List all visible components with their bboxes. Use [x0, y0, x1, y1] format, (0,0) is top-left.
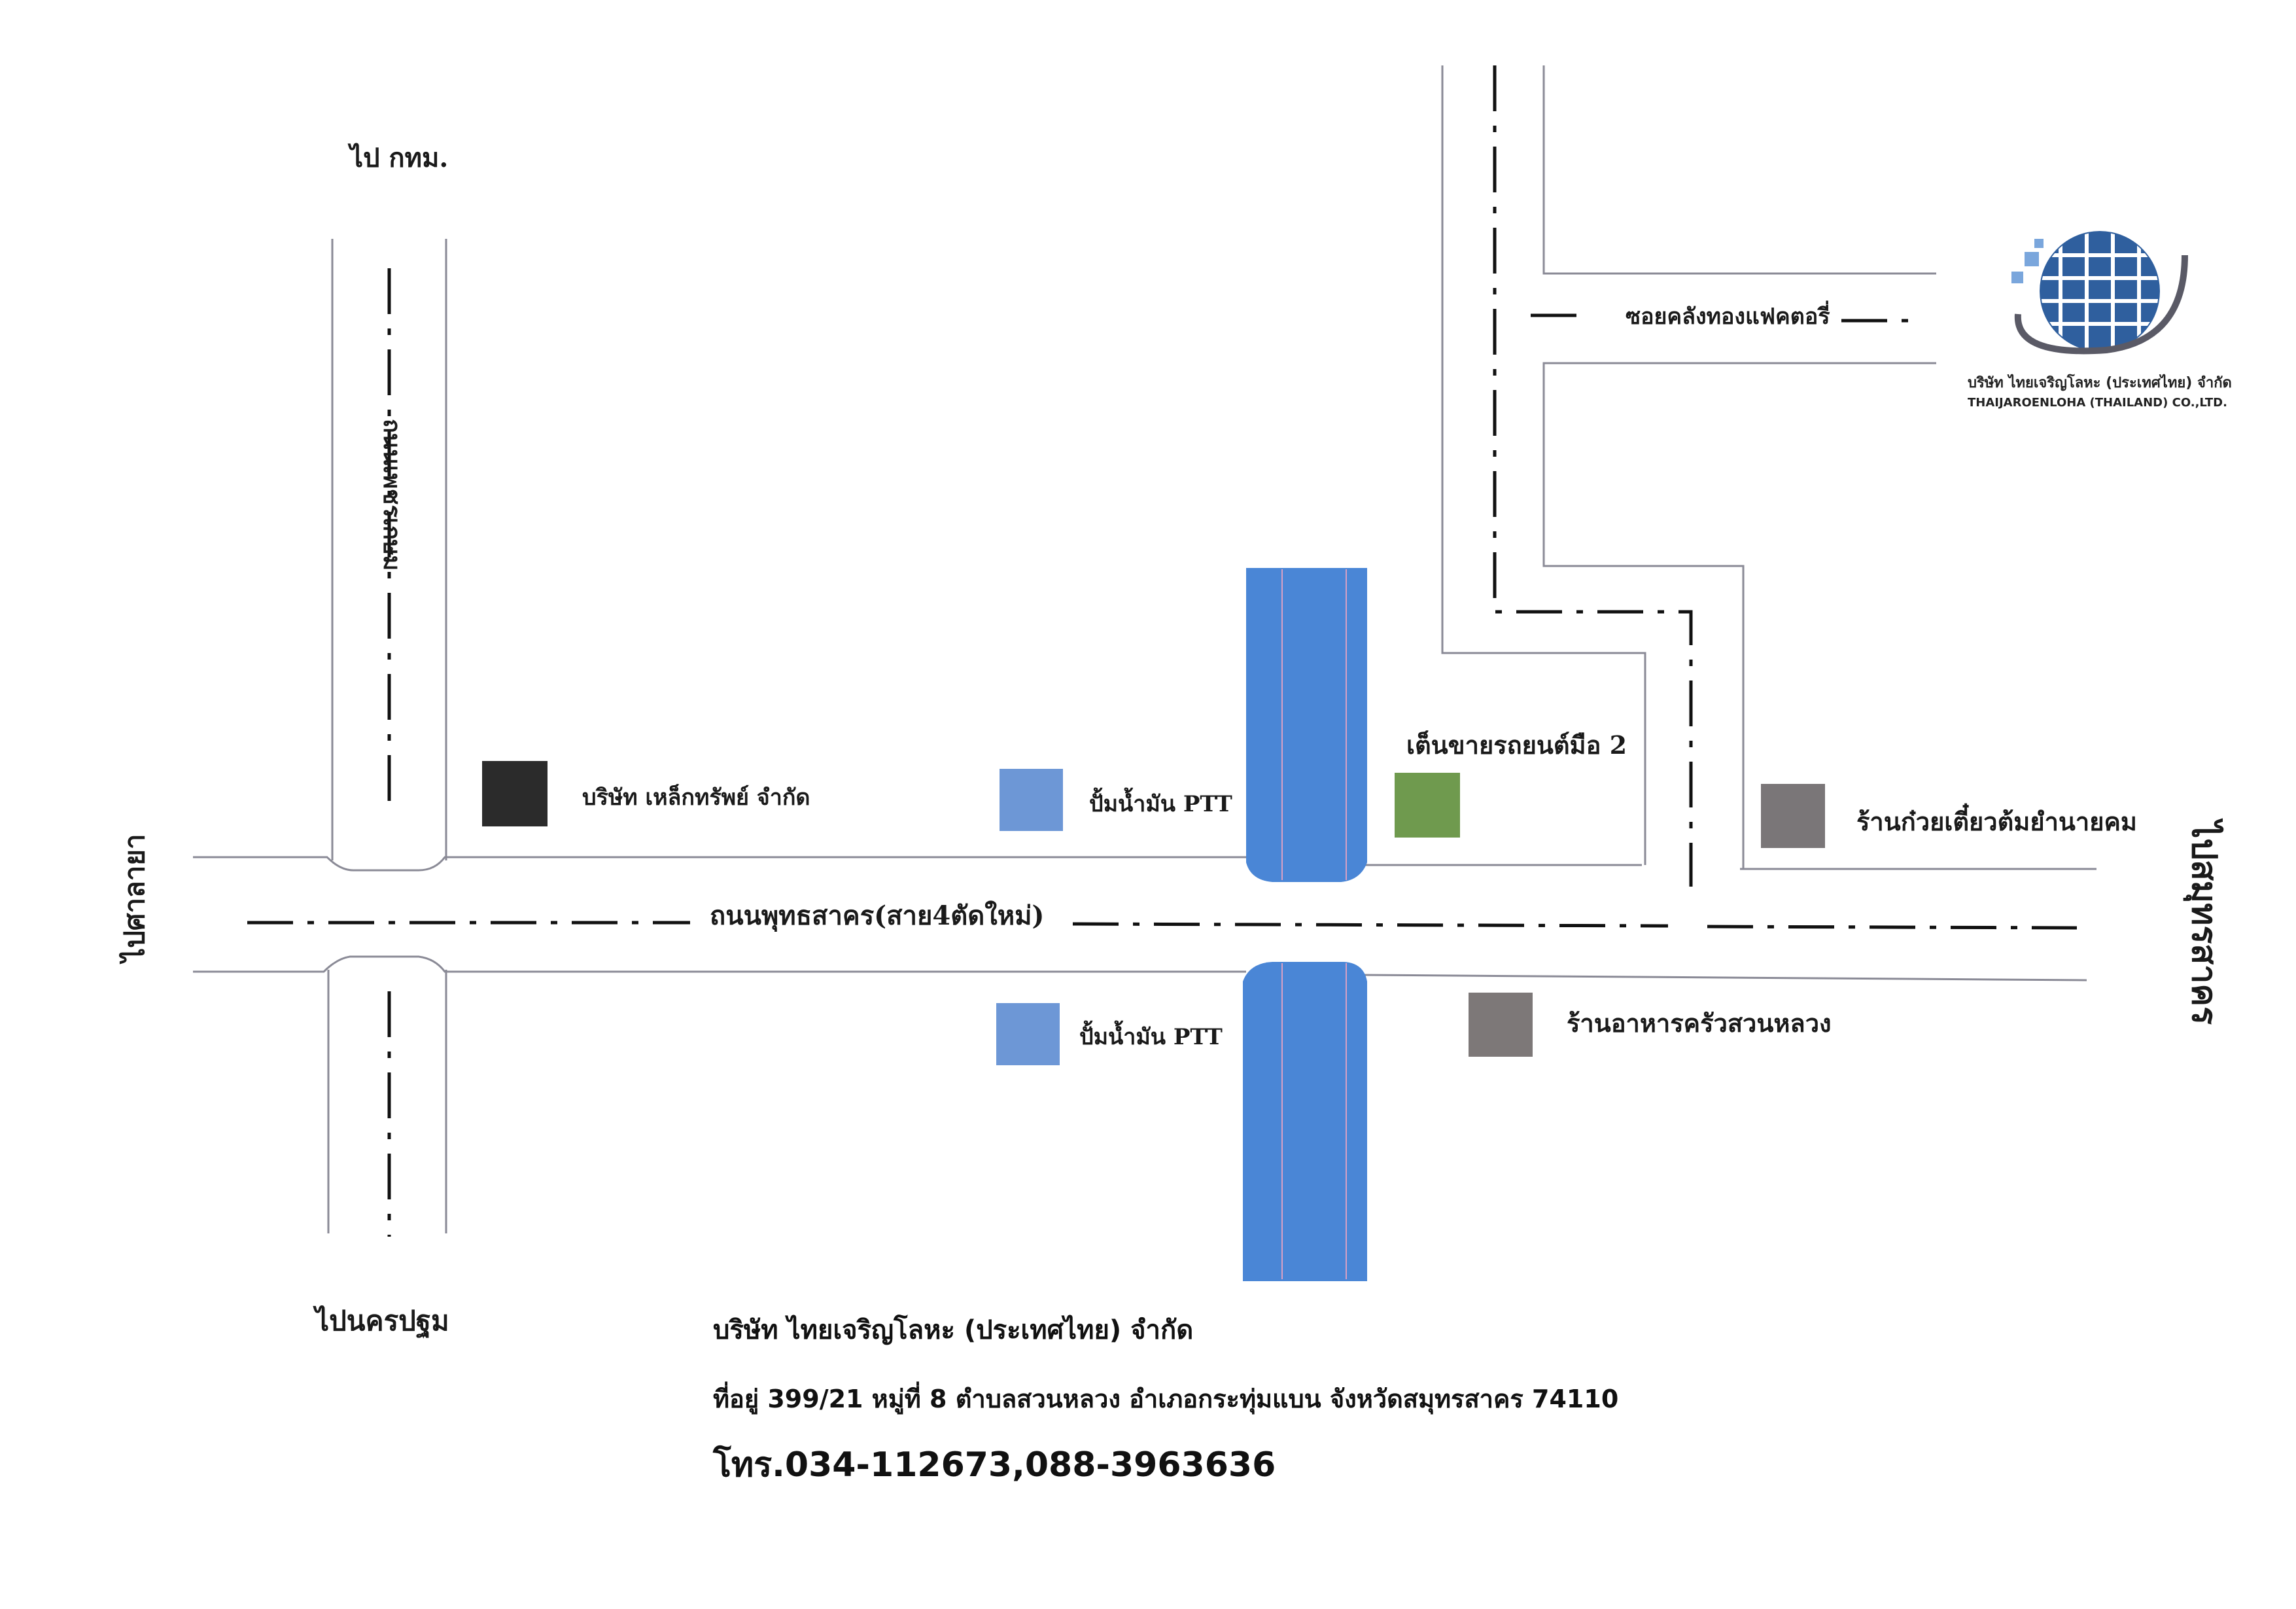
footer-company: บริษัท ไทยเจริญโลหะ (ประเทศไทย) จำกัด: [713, 1315, 1194, 1345]
bridge-north: [1246, 568, 1367, 882]
restaurant-square: [1469, 993, 1533, 1057]
direction-south-label: ไปนครปฐม: [315, 1305, 449, 1337]
main-road-label: ถนนพุทธสาคร(สาย4ตัดใหม่): [710, 900, 1045, 931]
footer-phone: โทร.034-112673,088-3963636: [713, 1445, 1276, 1485]
noodle-shop-label: ร้านก๋วยเตี๋ยวต้มยำนายคม: [1856, 807, 2137, 836]
ptt-north-square: [1000, 769, 1063, 831]
soi-inner-east-top: [1544, 65, 1936, 274]
used-car-lot-square: [1395, 773, 1460, 838]
main-road-centerline-far-east: [1707, 927, 2077, 928]
steel-company-label: บริษัท เหล็กทรัพย์ จำกัด: [582, 785, 810, 811]
vertical-road-label: ถนนเพชรเกษม: [378, 419, 406, 571]
logo-name-th: บริษัท ไทยเจริญโลหะ (ประเทศไทย) จำกัด: [1968, 375, 2232, 391]
soi-centerline-vertical: [1495, 65, 1691, 887]
main-road-centerline-east: [1073, 924, 1668, 926]
noodle-shop-square: [1761, 784, 1825, 848]
logo-name-en: THAIJAROENLOHA (THAILAND) CO.,LTD.: [1968, 396, 2227, 410]
soi-inner-east-bottom: [1544, 363, 1936, 869]
ptt-south-label: ปั้มน้ำมัน PTT: [1079, 1024, 1223, 1050]
main-road-south-edge-east: [1364, 975, 2087, 980]
direction-west-label: ไปศาลายา: [118, 834, 150, 962]
direction-north-label: ไป กทม.: [350, 143, 449, 173]
bridge-south: [1243, 962, 1367, 1281]
footer-address: ที่อยู่ 399/21 หมู่ที่ 8 ตำบลสวนหลวง อำเภอกระทุ่มแบน จังหวัดสมุทรสาคร 74110: [713, 1385, 1619, 1413]
restaurant-label: ร้านอาหารครัวสวนหลวง: [1567, 1008, 1832, 1038]
main-road-north-edge: [193, 857, 1246, 870]
ptt-south-square: [996, 1003, 1060, 1065]
soi-label: ซอยคลังทองแฟคตอรี่: [1626, 304, 1830, 330]
used-car-lot-label: เต็นขายรถยนต์มือ 2: [1406, 730, 1627, 760]
steel-company-square: [482, 761, 548, 826]
direction-east-label: ไปสมุทรสาคร: [2184, 821, 2224, 1025]
main-road-south-edge: [193, 957, 1246, 972]
ptt-north-label: ปั้มน้ำมัน PTT: [1089, 791, 1232, 817]
